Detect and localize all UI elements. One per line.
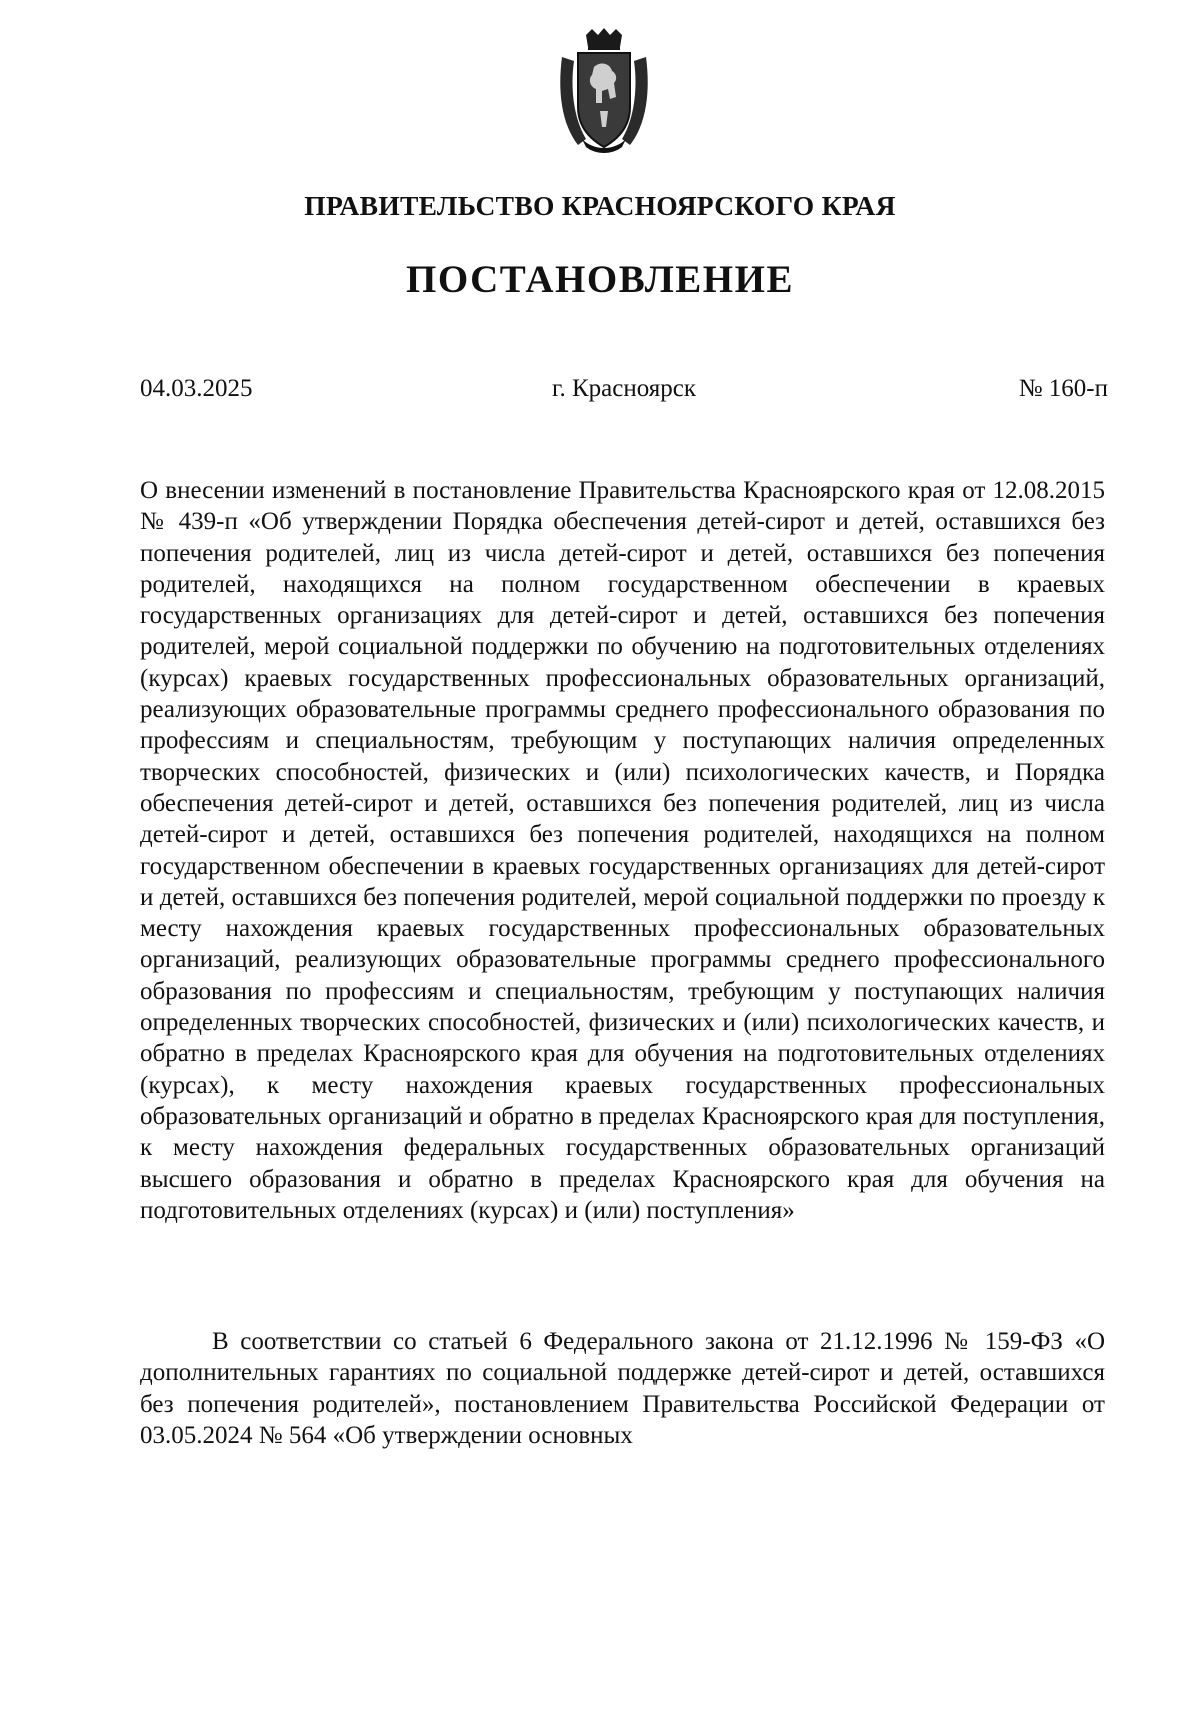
body-paragraph: В соответствии со статьей 6 Федерального закона от 21.12.1996 № 159-ФЗ «О дополнительных гарантиях по социальной поддержке детей-сирот и детей, оставшихся без попечения родителей», постановлением Правительства Российской Федерации от 03.05.2024 № 564 «Об утверждении основных [140,1328,1105,1449]
government-title: ПРАВИТЕЛЬСТВО КРАСНОЯРСКОГО КРАЯ [304,190,896,221]
document-type: ПОСТАНОВЛЕНИЕ [405,258,794,301]
document-number: № 160-п [1018,375,1108,402]
document-meta [140,375,1108,407]
document-subject: О внесении изменений в постановление Правительства Красноярского края от 12.08.2015 № 439-п «Об утверждении Порядка обеспечения детей-сирот и детей, оставшихся без попечения родителей, лиц из числа детей-сирот и детей, оставшихся без попечения родителей, находящихся на полном государственном обеспечении в краевых государственных организациях для детей-сирот и детей, оставшихся без попечения родителей, мерой социальной поддержки по обучению на подготовительных отделениях (курсах) краевых государственных профессиональных образовательных организаций, реализующих образовательные программы среднего профессионального образования по профессиям и специальностям, требующим у поступающих наличия определенных творческих способностей, физических и (или) психологических качеств, и Порядка обеспечения детей-сирот и детей, оставшихся без попечения родителей, лиц из числа детей-сирот и детей, оставшихся без попечения родителей, находящихся на полном государственном обеспечении в краевых государственных организациях для детей-сирот и детей, оставшихся без попечения родителей, мерой социальной поддержки по проезду к месту нахождения краевых государственных профессиональных образовательных организаций, реализующих образовательные программы среднего профессионального образования по профессиям и специальностям, требующим у поступающих наличия определенных творческих способностей, физических и (или) психологических качеств, и обратно в пределах Красноярского края для обучения на подготовительных отделениях (курсах), к месту нахождения краевых государственных профессиональных образовательных организаций и обратно в пределах Красноярского края для поступления, к месту нахождения федеральных государственных образовательных организаций высшего образования и обратно в пределах Красноярского края для обучения на подготовительных отделениях (курсах) и (или) поступления» [140,477,1105,1224]
document-date: 04.03.2025 [140,375,253,402]
document-city: г. Красноярск [552,375,696,402]
coat-of-arms-icon [556,27,652,155]
